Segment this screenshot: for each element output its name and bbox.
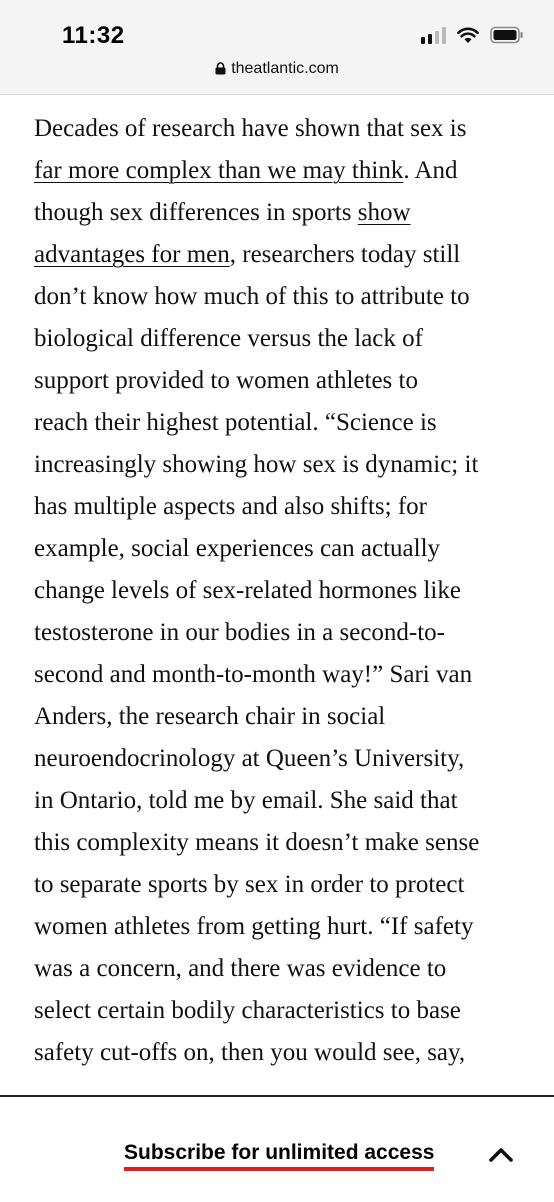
article-line <box>34 654 534 696</box>
article-text: increasingly showing how sex is dynamic; it <box>34 451 479 478</box>
article-line <box>34 780 534 822</box>
article-text: neuroendocrinology at Queen’s University, <box>34 745 465 772</box>
article-text: Decades of research have shown that sex is <box>34 115 467 142</box>
article-text: this complexity means it doesn’t make sense <box>34 829 480 856</box>
browser-top-bar <box>0 0 554 95</box>
article-text: , researchers today still <box>229 241 461 268</box>
status-icons <box>421 26 524 44</box>
article-line <box>34 612 534 654</box>
article-line <box>34 486 534 528</box>
article-text: support provided to women athletes to <box>34 367 418 394</box>
article-text: Anders, the research chair in social <box>34 703 386 730</box>
article-text: though sex differences in sports <box>34 199 358 226</box>
cellular-signal-icon <box>421 26 446 44</box>
article-line <box>34 150 534 192</box>
article-line <box>34 864 534 906</box>
article-line <box>34 570 534 612</box>
article-text: reach their highest potential. “Science is <box>34 409 437 436</box>
article-text: change levels of sex-related hormones like <box>34 577 461 604</box>
article-text: to separate sports by sex in order to protect <box>34 871 465 898</box>
article-text: second and month-to-month way!” Sari van <box>34 661 473 688</box>
article-text: safety cut-offs on, then you would see, say, <box>34 1039 466 1066</box>
article-line <box>34 738 534 780</box>
wifi-icon <box>456 26 480 44</box>
article-text: . And <box>403 157 458 184</box>
article-text: in Ontario, told me by email. She said that <box>34 787 458 814</box>
article-line <box>34 990 534 1032</box>
article-text: select certain bodily characteristics to base <box>34 997 461 1024</box>
article-body <box>34 108 534 1074</box>
article-line <box>34 276 534 318</box>
article-text: has multiple aspects and also shifts; for <box>34 493 427 520</box>
article-line <box>34 1032 534 1074</box>
article-line <box>34 696 534 738</box>
article-line <box>34 822 534 864</box>
url-text: theatlantic.com <box>231 60 339 77</box>
article-text: biological difference versus the lack of <box>34 325 423 352</box>
article-link[interactable]: far more complex than we may think <box>34 157 404 184</box>
article-line <box>34 192 534 234</box>
battery-icon <box>490 26 524 44</box>
article-line <box>34 444 534 486</box>
article-line <box>34 528 534 570</box>
article-line <box>34 906 534 948</box>
article-line <box>34 948 534 990</box>
article-text: example, social experiences can actually <box>34 535 441 562</box>
article-text: women athletes from getting hurt. “If safety <box>34 913 474 940</box>
article-text: testosterone in our bodies in a second-to- <box>34 619 446 646</box>
article-line <box>34 234 534 276</box>
article-text: was a concern, and there was evidence to <box>34 955 447 982</box>
article-line <box>34 360 534 402</box>
article-link[interactable]: advantages for men <box>34 241 230 268</box>
status-time: 11:32 <box>62 22 125 49</box>
subscribe-bar <box>0 1095 554 1202</box>
address-bar[interactable] <box>0 60 554 80</box>
subscribe-link[interactable]: Subscribe for unlimited access <box>124 1141 434 1171</box>
chevron-up-icon[interactable] <box>488 1145 514 1168</box>
article-line <box>34 318 534 360</box>
article-line <box>34 108 534 150</box>
article-text: don’t know how much of this to attribute to <box>34 283 470 310</box>
lock-icon <box>215 62 226 80</box>
article-line <box>34 402 534 444</box>
article-link[interactable]: show <box>357 199 411 226</box>
